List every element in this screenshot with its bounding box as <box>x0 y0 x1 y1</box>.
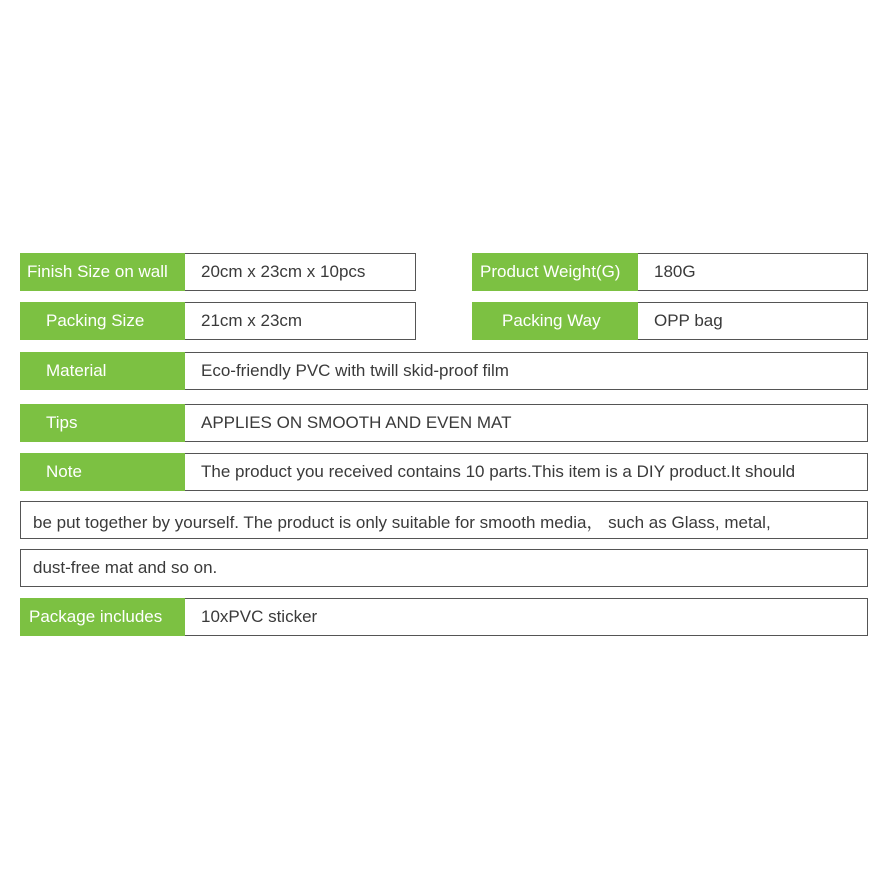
finish-size-label: Finish Size on wall <box>20 253 185 291</box>
spec-row-packing-size <box>20 302 416 340</box>
note-line-1: The product you received contains 10 parts.This item is a DIY product.It should <box>185 453 868 491</box>
spec-row-packing-way <box>472 302 868 340</box>
spec-row-finish-size <box>20 253 416 291</box>
spec-row-tips <box>20 404 868 442</box>
packing-way-value: OPP bag <box>638 302 868 340</box>
spec-row-product-weight <box>472 253 868 291</box>
finish-size-value: 20cm x 23cm x 10pcs <box>185 253 416 291</box>
note-line-2: be put together by yourself. The product is only suitable for smooth media， such as Glass, metal, <box>20 501 868 539</box>
material-label: Material <box>20 352 185 390</box>
product-weight-value: 180G <box>638 253 868 291</box>
note-line-3: dust-free mat and so on. <box>20 549 868 587</box>
package-includes-label: Package includes <box>20 598 185 636</box>
spec-row-material <box>20 352 868 390</box>
tips-label: Tips <box>20 404 185 442</box>
packing-size-label: Packing Size <box>20 302 185 340</box>
material-value: Eco-friendly PVC with twill skid-proof film <box>185 352 868 390</box>
product-weight-label: Product Weight(G) <box>472 253 638 291</box>
note-label: Note <box>20 453 185 491</box>
spec-row-package-includes <box>20 598 868 636</box>
package-includes-value: 10xPVC sticker <box>185 598 868 636</box>
packing-way-label: Packing Way <box>472 302 638 340</box>
tips-value: APPLIES ON SMOOTH AND EVEN MAT <box>185 404 868 442</box>
packing-size-value: 21cm x 23cm <box>185 302 416 340</box>
spec-row-note <box>20 453 868 491</box>
